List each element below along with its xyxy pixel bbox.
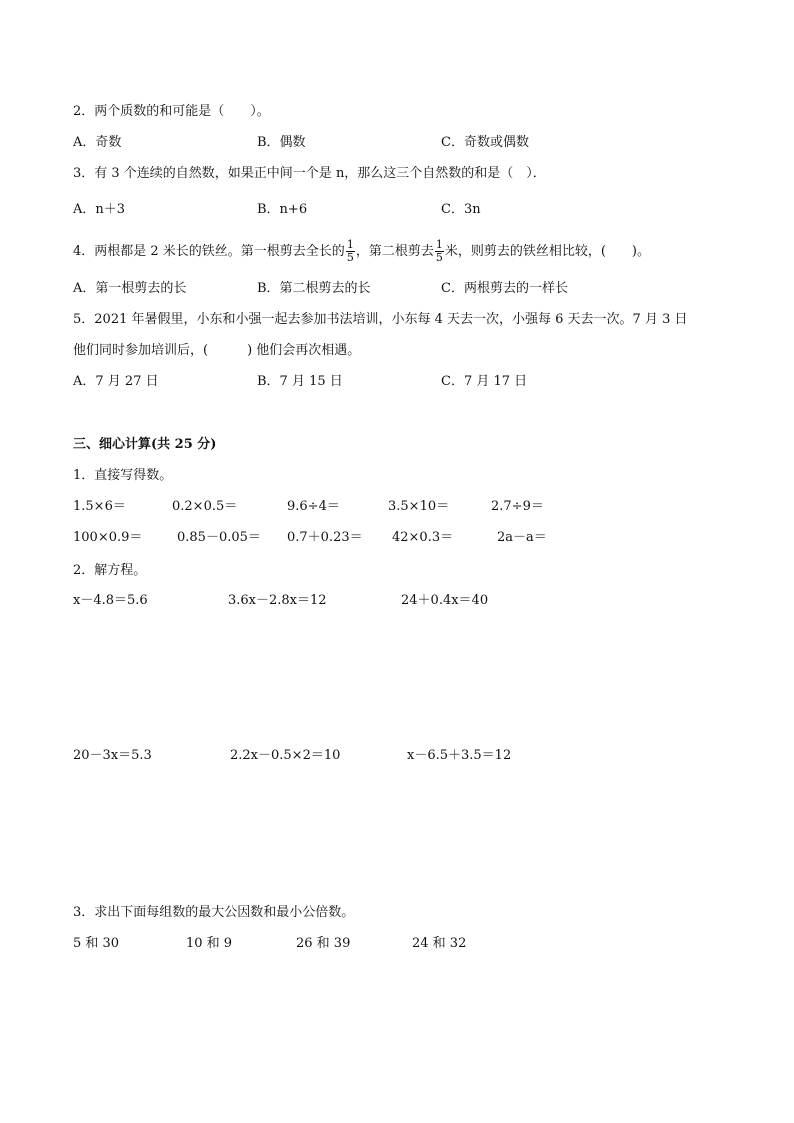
q4-fraction-1-numerator: 1 — [346, 238, 354, 251]
direct-calc-item: 2.7÷9＝ — [491, 499, 544, 514]
q4-fraction-2 — [435, 239, 444, 264]
direct-calc-item: 2a－a＝ — [497, 530, 547, 545]
q3-option-b: B．n+6 — [257, 202, 308, 217]
q4-option-b: B．第二根剪去的长 — [257, 281, 371, 296]
q4-stem-part2: ，第二根剪去 — [355, 244, 434, 259]
equation-item: x－4.8＝5.6 — [73, 593, 148, 608]
gcd-lcm-item: 24 和 32 — [412, 936, 467, 951]
q2-option-c: C．奇数或偶数 — [441, 135, 529, 150]
question-4-stem — [73, 239, 650, 265]
q5-option-a: A．7 月 27 日 — [73, 374, 159, 389]
q2-option-a: A．奇数 — [73, 135, 122, 150]
q4-fraction-1 — [346, 239, 355, 264]
question-3-stem: 3．有 3 个连续的自然数，如果正中间一个是 n，那么这三个自然数的和是（ ）． — [73, 166, 546, 181]
direct-calc-item: 0.85－0.05＝ — [177, 530, 261, 545]
gcd-lcm-item: 5 和 30 — [73, 936, 120, 951]
gcd-lcm-item: 26 和 39 — [296, 936, 351, 951]
direct-calc-item: 100×0.9＝ — [73, 530, 143, 545]
question-2-stem: 2．两个质数的和可能是（ ）。 — [73, 104, 270, 119]
q4-fraction-2-numerator: 1 — [435, 238, 443, 251]
q4-fraction-2-denominator: 5 — [435, 251, 443, 264]
q2-option-b: B．偶数 — [257, 135, 306, 150]
equation-item: 24＋0.4x＝40 — [401, 593, 489, 608]
direct-calc-item: 9.6÷4＝ — [287, 499, 340, 514]
q4-stem-part3: 米，则剪去的铁丝相比较，( )。 — [444, 244, 650, 259]
q4-stem-part1: 4．两根都是 2 米长的铁丝。第一根剪去全长的 — [73, 244, 345, 259]
q5-option-c: C．7 月 17 日 — [441, 374, 528, 389]
gcd-lcm-item: 10 和 9 — [186, 936, 233, 951]
q4-option-a: A．第一根剪去的长 — [73, 281, 187, 296]
equation-item: x－6.5＋3.5＝12 — [407, 748, 512, 763]
q4-fraction-1-denominator: 5 — [346, 251, 354, 264]
direct-calc-item: 3.5×10＝ — [388, 499, 450, 514]
question-5-stem-line-2: 他们同时参加培训后，( ) 他们会再次相遇。 — [73, 343, 361, 358]
q3-option-a: A．n＋3 — [73, 202, 126, 217]
direct-calc-item: 0.2×0.5＝ — [172, 499, 238, 514]
section-3-title: 三、细心计算(共 25 分) — [73, 437, 217, 452]
equation-item: 3.6x－2.8x＝12 — [228, 593, 327, 608]
q5-option-b: B．7 月 15 日 — [257, 374, 343, 389]
question-5-stem-line-1: 5．2021 年暑假里，小东和小强一起去参加书法培训，小东每 4 天去一次，小强每 6 天去一次。7 月 3 日 — [73, 312, 688, 327]
part-3-title: 3．求出下面每组数的最大公因数和最小公倍数。 — [73, 905, 355, 920]
direct-calc-item: 1.5×6＝ — [73, 499, 126, 514]
q3-option-c: C．3n — [441, 202, 481, 217]
part-2-title: 2．解方程。 — [73, 563, 147, 578]
equation-item: 20－3x＝5.3 — [73, 748, 152, 763]
direct-calc-item: 42×0.3＝ — [392, 530, 454, 545]
part-1-title: 1．直接写得数。 — [73, 468, 173, 483]
direct-calc-item: 0.7＋0.23＝ — [287, 530, 363, 545]
equation-item: 2.2x－0.5×2＝10 — [230, 748, 341, 763]
q4-option-c: C．两根剪去的一样长 — [441, 281, 568, 296]
